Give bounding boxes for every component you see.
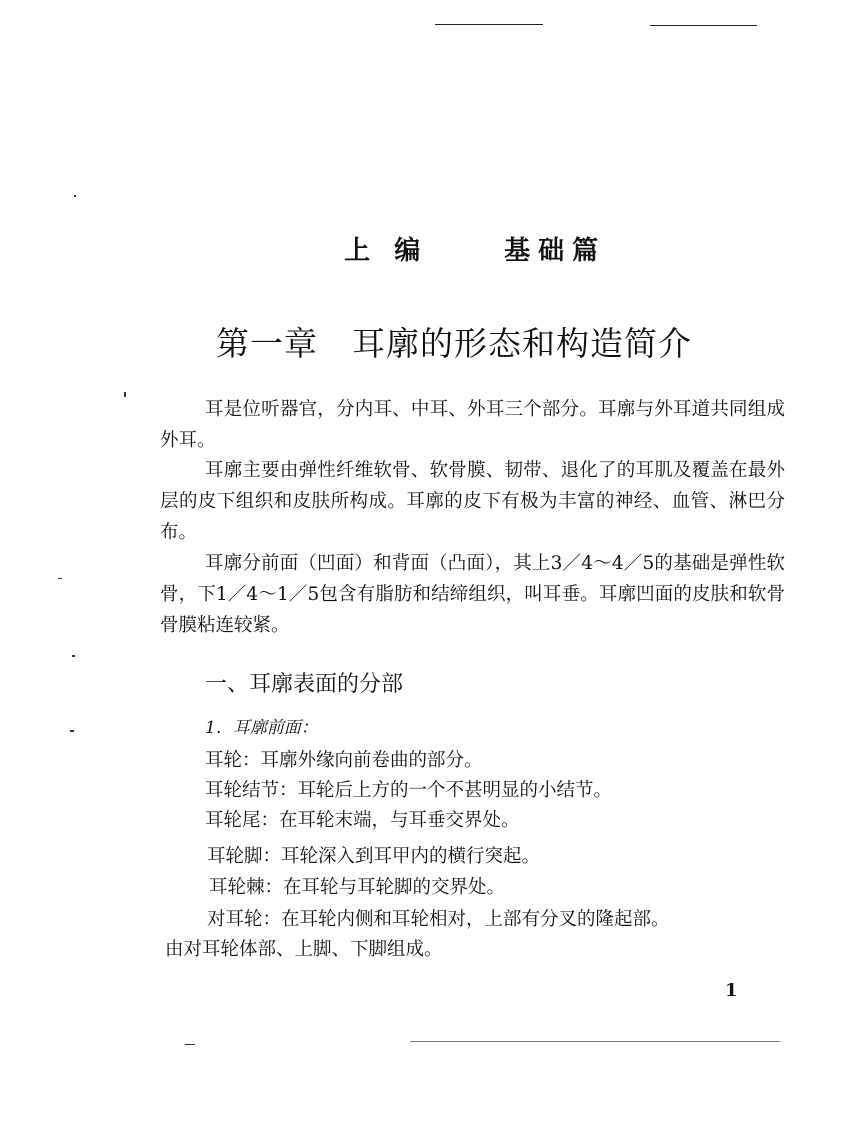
paragraph-1: 耳是位听器官，分内耳、中耳、外耳三个部分。耳廓与外耳道共同组成外耳。 <box>160 399 785 451</box>
scan-speck <box>72 655 75 657</box>
scan-speck <box>58 578 62 579</box>
paragraph-3: 耳廓分前面（凹面）和背面（凸面），其上3／4～4／5的基础是弹性软骨，下1／4～1／5包含有脂肪和结缔组织，叫耳垂。耳廓凹面的皮肤和软骨骨膜粘连较紧。 <box>160 553 785 636</box>
definition-helix: 耳轮：耳廓外缘向前卷曲的部分。 <box>205 750 483 771</box>
scan-speck <box>124 392 126 397</box>
definition-antihelix: 对耳轮：在耳轮内侧和耳轮相对，上部有分叉的隆起部。 <box>207 909 670 930</box>
section-title: 一、耳廓表面的分部 <box>205 672 404 697</box>
definition-helix-tail: 耳轮尾：在耳轮末端，与耳垂交界处。 <box>205 810 520 831</box>
chapter-title: 第一章 耳廓的形态和构造简介 <box>216 324 692 363</box>
subsection-title: 1．耳廓前面： <box>205 718 318 738</box>
scan-speck <box>74 195 76 197</box>
header-rule-right <box>650 25 757 26</box>
definition-helix-spine: 耳轮棘：在耳轮与耳轮脚的交界处。 <box>209 877 506 898</box>
scan-speck <box>70 730 74 732</box>
definition-helix-crus: 耳轮脚：耳轮深入到耳甲内的横行突起。 <box>207 846 541 867</box>
header-rule-left <box>435 24 543 25</box>
part-name: 基础篇 <box>504 236 607 266</box>
bottom-scan-rule <box>410 1041 780 1042</box>
definition-antihelix-cont: 由对耳轮体部、上脚、下脚组成。 <box>165 939 443 960</box>
scan-speck <box>185 1044 195 1045</box>
part-title <box>322 200 606 267</box>
definition-helix-tubercle: 耳轮结节：耳轮后上方的一个不甚明显的小结节。 <box>205 780 613 801</box>
page-number: 1 <box>725 980 738 1001</box>
part-label: 上 编 <box>344 236 423 266</box>
paragraph-2: 耳廓主要由弹性纤维软骨、软骨膜、韧带、退化了的耳肌及覆盖在最外层的皮下组织和皮肤所构成。耳廓的皮下有极为丰富的神经、血管、淋巴分布。 <box>160 460 785 543</box>
